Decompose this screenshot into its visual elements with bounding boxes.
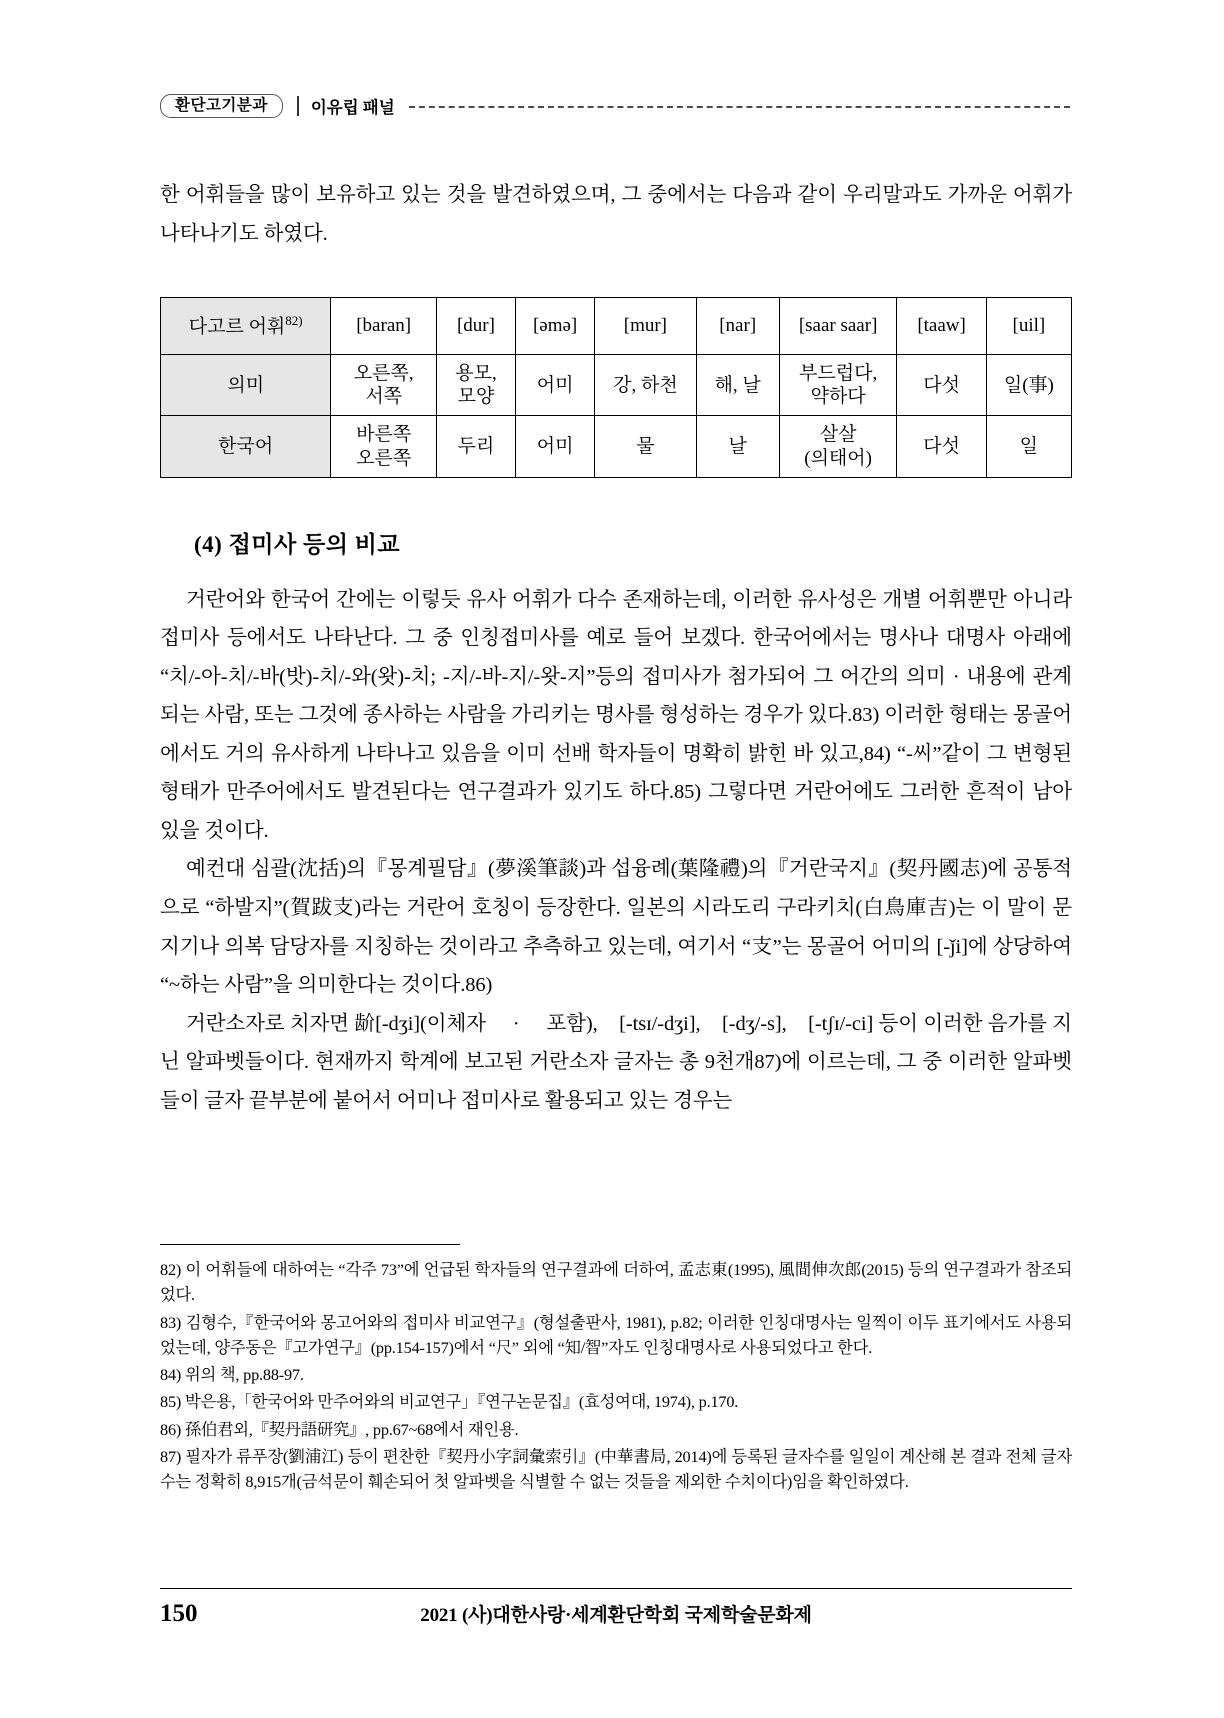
page-footer — [160, 1600, 1072, 1628]
lexicon-table-wrapper — [160, 297, 1072, 478]
footer-title: 2021 (사)대한사랑·세계환단학회 국제학술문화제 — [420, 1605, 812, 1626]
section-heading: (4) 접미사 등의 비교 — [194, 531, 401, 557]
main-paragraph-3: 거란소자로 치자면 𬹼[-dʒi](이체자 𬹽 · 𬹾 포함), 𬺀[-tsɪ/-dʒi], 𬺁[-dʒ/-s], 𬺂[-tʃɪ/-ci] 등이 이러한 음가를 지닌 알파벳들이다. 현재까지 학계에 보고된 거란소자 글자는 총 9천개87)에 이르는데, 그 중 이러한 알파벳들이 글자 끝부분에 붙어서 어미나 접미사로 활용되고 있는 경우는 — [160, 1012, 1072, 1112]
table-cell: 바른쪽 오른쪽 — [331, 416, 437, 477]
table-cell: 강, 하천 — [595, 355, 696, 416]
table-cell: [dur] — [436, 298, 515, 355]
table-cell: 용모, 모양 — [436, 355, 515, 416]
table-cell: [mur] — [595, 298, 696, 355]
spacer — [160, 559, 1072, 581]
footnote-item: 84) 위의 책, pp.88-97. — [160, 1365, 304, 1384]
table-row — [161, 355, 1072, 416]
footnote-item: 87) 필자가 류푸장(劉浦江) 등이 편찬한『契丹小字詞彙索引』(中華書局, 2014)에 등록된 글자수를 일일이 계산해 본 결과 전체 글자수는 정확히 8,915개(금석문이 훼손되어 첫 알파벳을 식별할 수 없는 것들을 제외한 수치이다)임을 확인하였다. — [160, 1446, 1072, 1491]
table-cell: [uil] — [986, 298, 1071, 355]
header-divider — [297, 96, 299, 116]
main-paragraph-1: 거란어와 한국어 간에는 이렇듯 유사 어휘가 다수 존재하는데, 이러한 유사성은 개별 어휘뿐만 아니라 접미사 등에서도 나타난다. 그 중 인칭접미사를 예로 들어 보겠다. 한국어에서는 명사나 대명사 아래에 “치/-아-치/-바(밧)-치/-와(왓)-치; -지/-바-지/-왓-지”등의 접미사가 첨가되어 그 어간의 의미 · 내용에 관계되는 사람, 또는 그것에 종사하는 사람을 가리키는 명사를 형성하는 경우가 있다.83) 이러한 형태는 몽골어에서도 거의 유사하게 나타나고 있음을 이미 선배 학자들이 명확히 밝힌 바 있고,84) “-씨”같이 그 변형된 형태가 만주어에서도 발견된다는 연구결과가 있기도 하다.85) 그렇다면 거란어에도 그러한 흔적이 남아 있을 것이다. — [160, 588, 1072, 842]
table-cell: 물 — [595, 416, 696, 477]
footnote-item: 83) 김형수,『한국어와 몽고어와의 접미사 비교연구』(형설출판사, 1981), p.82; 이러한 인칭대명사는 일찍이 이두 표기에서도 사용되었는데, 양주동은『고가연구』(pp.154-157)에서 “尺” 외에 “知/智”자도 인칭대명사로 사용되었다고 한다. — [160, 1312, 1072, 1357]
table-cell: 두리 — [436, 416, 515, 477]
table-cell: [taaw] — [897, 298, 986, 355]
header-dashed-rule — [409, 106, 1070, 108]
intro-paragraph: 한 어휘들을 많이 보유하고 있는 것을 발견하였으며, 그 중에서는 다음과 같이 우리말과도 가까운 어휘가 나타나기도 하였다. — [160, 184, 1072, 245]
lexicon-table — [160, 297, 1072, 478]
table-cell: 오른쪽, 서쪽 — [331, 355, 437, 416]
table-cell: 다섯 — [897, 416, 986, 477]
table-cell: [nar] — [696, 298, 779, 355]
table-rowhead: 한국어 — [161, 416, 331, 477]
table-cell: 어미 — [516, 416, 595, 477]
table-cell: 어미 — [516, 355, 595, 416]
footnote-block — [160, 1244, 1072, 1496]
table-cell: 다섯 — [897, 355, 986, 416]
header-title: 이유립 패널 — [310, 98, 395, 117]
table-row — [161, 298, 1072, 355]
table-cell: [əmə] — [516, 298, 595, 355]
footnote-item: 82) 이 어휘들에 대하여는 “각주 73”에 언급된 학자들의 연구결과에 더하여, 孟志東(1995), 風間伸次郎(2015) 등의 연구결과가 참조되었다. — [160, 1260, 1072, 1305]
footnote-separator — [160, 1244, 460, 1245]
page-number: 150 — [160, 1600, 198, 1627]
table-cell: 일 — [986, 416, 1071, 477]
page-header — [160, 92, 1070, 120]
footnote-item: 86) 孫伯君외,『契丹語研究』, pp.67~68에서 재인용. — [160, 1419, 519, 1439]
rowhead-footnote-mark: 82) — [285, 313, 303, 329]
table-cell: 살살 (의태어) — [779, 416, 897, 477]
table-rowhead: 의미 — [161, 355, 331, 416]
table-cell: [saar saar] — [779, 298, 897, 355]
rowhead-label: 다고르 어휘 — [188, 316, 286, 338]
table-rowhead — [161, 298, 331, 355]
table-row — [161, 416, 1072, 477]
table-cell: [baran] — [331, 298, 437, 355]
table-cell: 부드럽다, 약하다 — [779, 355, 897, 416]
page-content — [160, 176, 1072, 1120]
table-cell: 날 — [696, 416, 779, 477]
main-paragraph-2: 예컨대 심괄(沈括)의『몽계필담』(夢溪筆談)과 섭융례(葉隆禮)의『거란국지』(契丹國志)에 공통적으로 “하발지”(賀跋支)라는 거란어 호칭이 등장한다. 일본의 시라도리 구라키치(白鳥庫吉)는 이 말이 문지기나 의복 담당자를 지칭하는 것이라고 추측하고 있는데, 여기서 “支”는 몽골어 어미의 [-ǰi]에 상당하여 “~하는 사람”을 의미한다는 것이다.86) — [160, 858, 1072, 997]
footer-separator — [160, 1588, 1072, 1589]
header-badge: 환단고기분과 — [160, 94, 283, 119]
table-cell: 일(事) — [986, 355, 1071, 416]
table-cell: 해, 날 — [696, 355, 779, 416]
footnote-item: 85) 박은용,「한국어와 만주어와의 비교연구」『연구논문집』(효성여대, 1974), p.170. — [160, 1392, 739, 1412]
